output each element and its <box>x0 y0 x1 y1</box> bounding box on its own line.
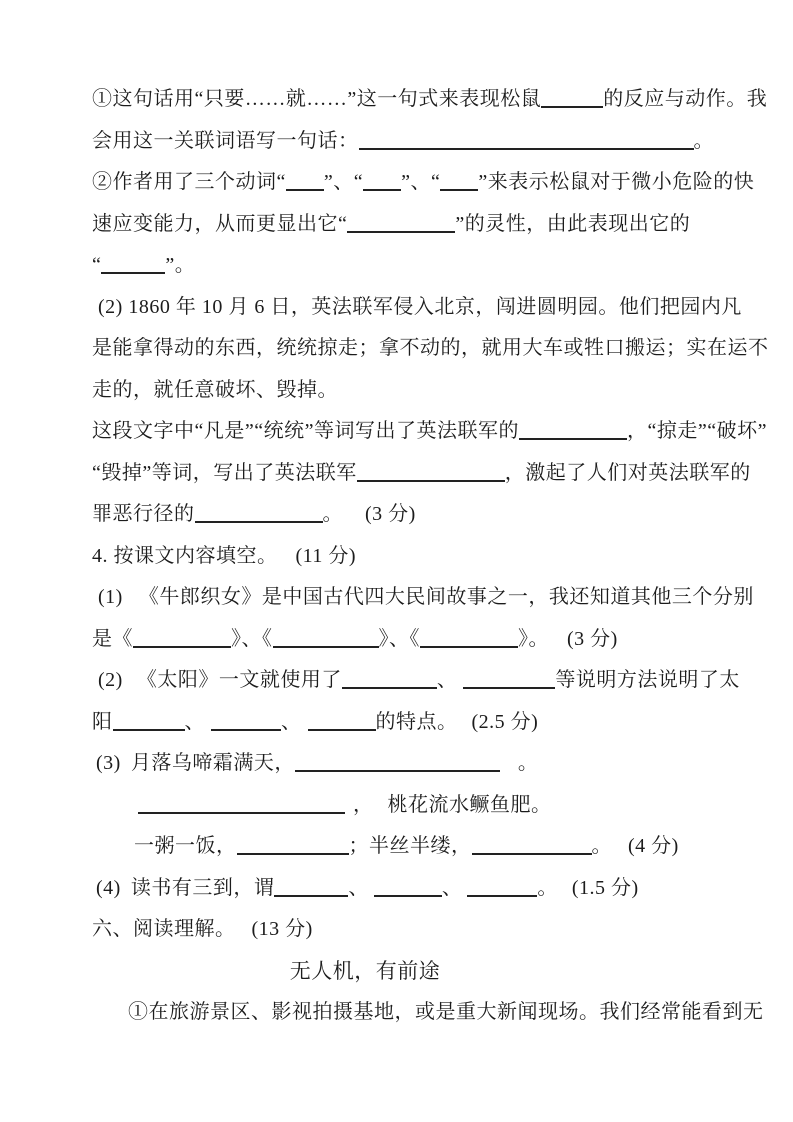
answer-blank-underline <box>357 480 505 482</box>
text-run: 会用这一关联词语写一句话： <box>92 129 359 152</box>
spacing-gap <box>500 768 518 769</box>
text-run: 、 <box>441 876 463 899</box>
text-run: 、 <box>436 669 458 691</box>
text-run: 罪恶行径的 <box>92 503 195 525</box>
spacing-gap <box>345 810 353 811</box>
text-run: (3) <box>96 752 121 774</box>
answer-blank-underline <box>286 189 324 191</box>
text-run: 等说明方法说明了太 <box>555 669 740 691</box>
text-run: “毁掉”等词，写出了英法联军 <box>92 461 357 484</box>
answer-blank-underline <box>195 521 323 523</box>
q4-3-line1 <box>92 752 714 774</box>
text-run: 》、《 <box>378 627 420 650</box>
answer-blank-underline <box>467 895 537 897</box>
spacing-gap <box>236 934 252 935</box>
q4-3-line3 <box>92 835 714 857</box>
text-run: 、 <box>281 710 302 733</box>
text-run: 、 <box>348 876 369 899</box>
answer-blank-underline <box>541 106 603 108</box>
text-run: 的特点。 <box>375 710 458 733</box>
text-run: 阳 <box>92 710 113 733</box>
text-run: ①这句话用“只要……就……”这一句式来表现松鼠 <box>92 88 542 110</box>
spacing-gap <box>458 727 472 728</box>
text-run: 《牛郎织女》是中国古代四大民间故事之一，我还知道其他三个分别 <box>138 586 754 608</box>
answer-blank-underline <box>420 646 518 648</box>
text-run: ，激起了人们对英法联军的 <box>504 461 751 484</box>
text-run: 的反应与动作。我 <box>603 88 768 110</box>
yuanmingyuan-q-line3 <box>92 503 714 525</box>
text-run: (1) <box>98 586 123 608</box>
squirrel-q-sub1-line2 <box>92 130 714 152</box>
answer-blank-underline <box>463 687 555 689</box>
spacing-gap <box>121 893 131 894</box>
text-run: 。 <box>693 129 714 152</box>
text-run: 是《 <box>92 627 133 650</box>
q4-1-line2 <box>92 628 714 650</box>
text-run: (2) <box>98 669 123 691</box>
text-run: 走的，就任意破坏、毁掉。 <box>92 378 338 401</box>
answer-blank-underline <box>133 646 231 648</box>
spacing-gap <box>343 519 365 520</box>
spacing-gap <box>123 685 137 686</box>
text-run: 是能拿得动的东西，统统掠走；拿不动的，就用大车或牲口搬运；实在运不 <box>92 337 769 359</box>
answer-blank-underline <box>359 148 694 150</box>
spacing-gap <box>558 893 572 894</box>
text-run: (1.5 分) <box>571 876 639 899</box>
spacing-gap <box>278 561 296 562</box>
answer-blank-underline <box>237 853 349 855</box>
answer-blank-underline <box>347 231 455 233</box>
text-run: ①在旅游景区、影视拍摄基地，或是重大新闻现场。我们经常能看到无 <box>128 1001 764 1023</box>
text-run: 这段文字中“凡是”“统统”等词写出了英法联军的 <box>92 420 520 442</box>
q4-3-line2 <box>92 794 714 816</box>
text-run: 速应变能力，从而更显出它“ <box>92 212 348 235</box>
answer-blank-underline <box>274 895 348 897</box>
text-run: ”、“ <box>401 171 441 193</box>
text-run: 4. 按课文内容填空。 <box>92 544 278 567</box>
text-run: ；半丝半缕， <box>348 835 472 857</box>
q4-2-line1 <box>92 669 740 691</box>
answer-blank-underline <box>295 770 500 772</box>
text-run: (11 分) <box>295 544 357 567</box>
q4-1-line1 <box>92 586 754 608</box>
text-run: ”、“ <box>323 171 364 193</box>
text-run: 一粥一饭， <box>134 835 237 857</box>
answer-blank-underline <box>308 729 376 731</box>
text-run: 。 <box>517 752 539 774</box>
text-run: ， <box>353 793 374 816</box>
text-run: ”的灵性，由此表现出它的 <box>455 212 691 235</box>
spacing-gap <box>612 851 628 852</box>
squirrel-q-sub2-line1 <box>92 171 755 193</box>
answer-blank-underline <box>342 687 437 689</box>
text-run: 。 <box>537 876 558 899</box>
text-run: (4 分) <box>628 835 679 857</box>
yuanmingyuan-passage-line2 <box>92 337 769 359</box>
text-run: “ <box>92 254 102 276</box>
text-run: (2.5 分) <box>471 710 539 733</box>
text-run: ②作者用了三个动词“ <box>92 171 286 193</box>
answer-blank-underline <box>519 438 627 440</box>
answer-blank-underline <box>113 729 185 731</box>
answer-blank-underline <box>211 729 281 731</box>
text-run: 。 <box>591 835 612 857</box>
squirrel-q-sub2-line3 <box>92 254 714 276</box>
text-run: ，“掠走”“破坏” <box>627 420 768 442</box>
text-run: 桃花流水鳜鱼肥。 <box>387 793 552 816</box>
text-run: 》。 <box>518 627 549 650</box>
text-run: 《太阳》一文就使用了 <box>136 669 342 691</box>
spacing-gap <box>457 685 463 686</box>
spacing-gap <box>374 810 388 811</box>
yuanmingyuan-passage-line1 <box>92 295 742 318</box>
question4-heading <box>92 545 714 567</box>
section6-heading <box>92 918 714 940</box>
spacing-gap <box>549 644 567 645</box>
spacing-gap <box>123 602 139 603</box>
yuanmingyuan-passage-line3 <box>92 379 714 401</box>
text-run: 六、阅读理解。 <box>92 918 236 940</box>
answer-blank-underline <box>472 853 592 855</box>
text-run: 、 <box>184 710 205 733</box>
answer-blank-underline <box>273 646 379 648</box>
q4-4-line <box>92 877 714 899</box>
answer-blank-underline <box>101 272 165 274</box>
text-run: 读书有三到，谓 <box>130 876 275 899</box>
text-run: ”。 <box>165 254 196 276</box>
spacing-gap <box>121 768 131 769</box>
spacing-gap <box>205 727 211 728</box>
text-run: (3 分) <box>567 627 618 650</box>
text-run: (2) 1860 年 10 月 6 日，英法联军侵入北京，闯进圆明园。他们把园内凡 <box>98 295 742 318</box>
text-run: 》、《 <box>231 627 273 650</box>
spacing-gap <box>369 893 374 894</box>
answer-blank-underline <box>440 189 478 191</box>
text-run: 月落乌啼霜满天， <box>130 752 295 774</box>
text-run: (13 分) <box>251 918 313 940</box>
answer-blank-underline <box>374 895 442 897</box>
spacing-gap <box>462 893 467 894</box>
yuanmingyuan-q-line2 <box>92 461 751 484</box>
reading-passage-para1-line1 <box>92 1001 764 1023</box>
squirrel-q-sub2-line2 <box>92 213 714 235</box>
text-run: (4) <box>96 876 121 899</box>
reading-passage-title <box>92 960 714 982</box>
answer-blank-underline <box>363 189 401 191</box>
squirrel-q-sub1-line1 <box>92 88 768 110</box>
q4-2-line2 <box>92 711 714 733</box>
spacing-gap <box>302 727 308 728</box>
text-run: ”来表示松鼠对于微小危险的快 <box>478 171 755 193</box>
exam-content <box>92 88 769 1043</box>
text-run: (3 分) <box>365 503 416 525</box>
answer-blank-underline <box>138 812 345 814</box>
yuanmingyuan-q-line1 <box>92 420 768 442</box>
text-run: 无人机，有前途 <box>289 958 441 983</box>
text-run: 。 <box>322 503 343 525</box>
